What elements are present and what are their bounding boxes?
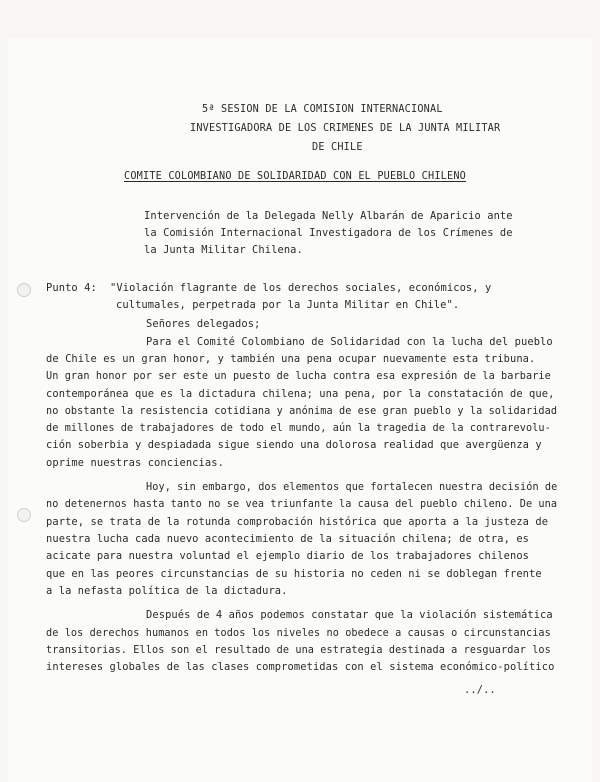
- paragraph-line: que en las peores circunstancias de su historia no ceden ni se doblegan frente: [46, 568, 542, 580]
- paragraph-line: no detenernos hasta tanto no se vea triunfante la causa del pueblo chileno. De una: [46, 499, 558, 510]
- paragraph-line: de Chile es un gran honor, y también una pena ocupar nuevamente esta tribuna.: [46, 353, 536, 365]
- paragraph-line: a la nefasta política de la dictadura.: [46, 585, 288, 597]
- paragraph-line: Para el Comité Colombiano de Solidaridad con la lucha del pueblo: [146, 336, 553, 348]
- session-heading-line3: DE CHILE: [312, 142, 363, 153]
- paragraph-line: intereses globales de las clases comprometidas con el sistema económico-político: [46, 661, 555, 673]
- paragraph-line: acicate para nuestra voluntad el ejemplo diario de los trabajadores chilenos: [46, 550, 530, 562]
- paragraph-line: Hoy, sin embargo, dos elementos que fortalecen nuestra decisión de: [146, 482, 558, 493]
- intro-line: Intervención de la Delegada Nelly Albarán de Aparicio ante: [144, 210, 513, 222]
- punto-title-line1: "Violación flagrante de los derechos sociales, económicos, y: [110, 282, 492, 294]
- paragraph-line: nuestra lucha cada nuevo acontecimiento de la situación chilena; de otra, es: [46, 533, 530, 545]
- paragraph-line: parte, se trata de la rotunda comprobación histórica que aporta a la justeza de: [46, 516, 549, 528]
- paragraph-line: Un gran honor por ser este un puesto de lucha contra esa expresión de la barbarie: [46, 371, 551, 382]
- continuation-mark: ../..: [464, 684, 496, 696]
- punto-title-line2: cultumales, perpetrada por la Junta Militar en Chile".: [116, 299, 460, 311]
- punch-hole: [17, 283, 31, 297]
- session-heading-line2: INVESTIGADORA DE LOS CRIMENES DE LA JUNTA MILITAR: [190, 123, 501, 134]
- session-heading-line1: 5ª SESION DE LA COMISION INTERNACIONAL: [202, 104, 443, 115]
- paragraph-line: contemporánea que es la dictadura chilena; una pena, por la constatación de que,: [46, 388, 555, 400]
- paragraph-line: de millones de trabajadores de todo el mundo, aún la tragedia de la contrarevolu-: [46, 423, 551, 434]
- punto-label: Punto 4:: [46, 282, 97, 294]
- intro-line: la Comisión Internacional Investigadora de los Crímenes de: [144, 227, 513, 239]
- intro-line: la Junta Militar Chilena.: [144, 244, 303, 256]
- committee-title: COMITE COLOMBIANO DE SOLIDARIDAD CON EL PUEBLO CHILENO: [124, 171, 467, 182]
- paragraph-line: no obstante la resistencia cotidiana y anónima de ese gran pueblo y la solidaridad: [46, 406, 558, 417]
- punch-hole: [17, 508, 31, 522]
- paragraph-line: oprime nuestras conciencias.: [46, 457, 224, 469]
- paragraph-line: transitorias. Ellos son el resultado de una estrategia destinada a resguardar los: [46, 645, 551, 656]
- paragraph-line: de los derechos humanos en todos los niveles no obedece a causas o circunstancias: [46, 628, 551, 639]
- paragraph-line: ción soberbia y despiadada sigue siendo una dolorosa realidad que avergüenza y: [46, 439, 542, 451]
- salutation: Señores delegados;: [146, 318, 261, 330]
- paragraph-line: Después de 4 años podemos constatar que la violación sistemática: [146, 609, 553, 621]
